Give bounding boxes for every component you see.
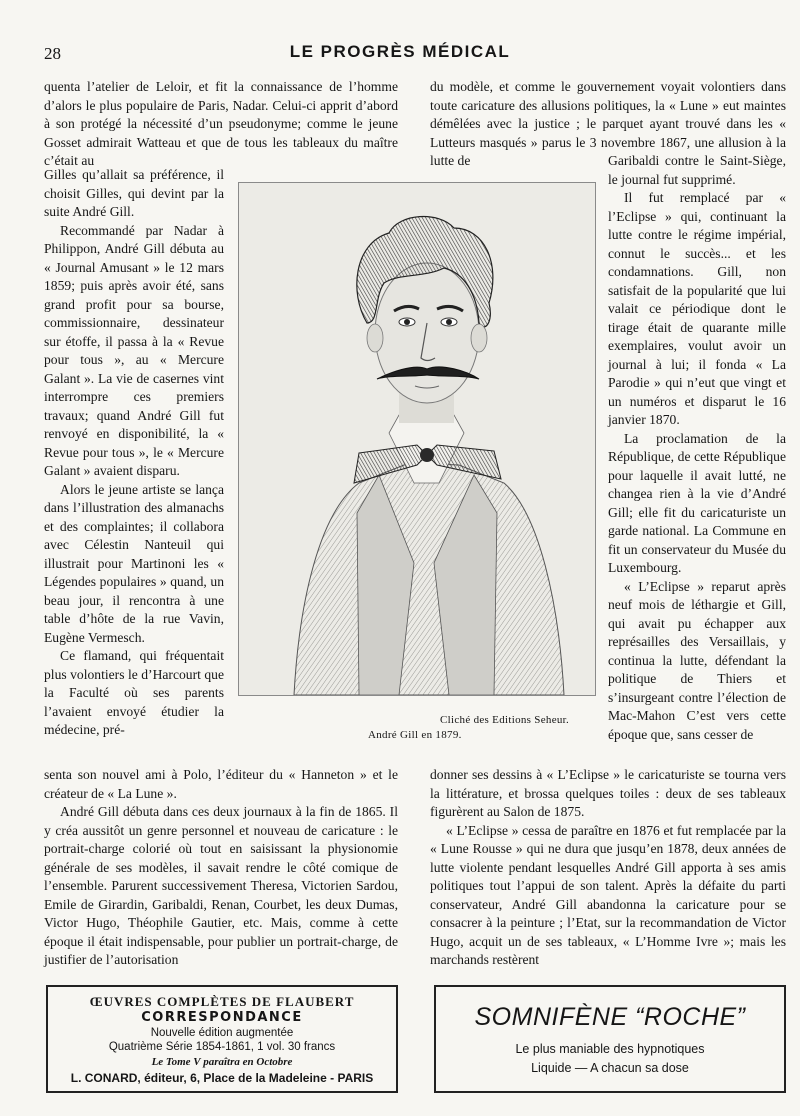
page-number: 28 (44, 44, 61, 63)
portrait-figure (238, 182, 596, 696)
paragraph: Ce flamand, qui fréquentait plus volontiers le d’Harcourt que la Faculté où ses parents l’avaient envoyé étudier la médecine, pré- (44, 648, 224, 737)
ad-title: SOMNIFÈNE “ROCHE” (474, 1003, 746, 1031)
article-column-right-wrap (608, 152, 786, 744)
paragraph: « L’Eclipse » cessa de paraître en 1876 et fut remplacée par la « Lune Rousse » qui ne dura que jusqu’en 1878, deux années de lutte violente pendant lesquelles André Gill apporta à ses amis politiques tout l’appui de son talent. Après la défaite du parti conservateur, André Gill abandonna la caricature pour se consacrer à la peinture ; l’Etat, sur la recommandation de Victor Hugo, acquit un de ses tableaux, « L’Homme Ivre »; mais les marchands restèrent (430, 822, 786, 967)
figure-credit: Cliché des Editions Seheur. (440, 714, 570, 726)
ad-text: Nouvelle édition augmentée (150, 1027, 294, 1039)
paragraph: Il fut remplacé par « l’Eclipse » qui, continuant la lutte contre le régime impérial, connut le succès... et les condamnations. Gill, non satisfait de la popularité que lui valait ce périodique dont le tirage était de quarante mille exemplaires, voulut avoir un journal à lui; il fonda « La Parodie » qui n’eut que vingt et un numéros et disparut le 16 janvier 1870. (608, 190, 786, 427)
figure-caption: André Gill en 1879. (368, 729, 462, 741)
paragraph: Gilles qu’allait sa préférence, il choisit Gilles, qui devint par la suite André Gill. (44, 167, 224, 219)
ad-publisher: L. CONARD, éditeur, 6, Place de la Madeleine - PARIS (70, 1071, 374, 1085)
somnifene-advertisement (434, 985, 786, 1093)
ad-text: Liquide — A chacun sa dose (531, 1061, 689, 1075)
paragraph: quenta l’atelier de Leloir, et fit la connaissance de l’homme d’alors le plus populaire de Paris, Nadar. Celui-ci apprit d’abord à son protégé la nécessité d’un pseudonyme; comme le jeune Gosset admirait Watteau et que de tous les tableaux du maître c’était au (44, 79, 398, 168)
ad-text: Quatrième Série 1854-1861, 1 vol. 30 francs (108, 1041, 336, 1053)
paragraph: « L’Eclipse » reparut après neuf mois de léthargie et Gill, qui avait pu échapper aux représailles des Versaillais, y continua la lutte, défendant la politique de Thiers et s’insurgeant contre l’élection de Mac-Mahon C’est vers cette époque que, sans cesser de (608, 578, 786, 742)
flaubert-advertisement (46, 985, 398, 1093)
paragraph: Garibaldi contre le Saint-Siège, le journal fut supprimé. (608, 153, 786, 187)
paragraph: senta son nouvel ami à Polo, l’éditeur du « Hanneton » et le créateur de « La Lune ». (44, 767, 398, 801)
portrait-engraving (239, 183, 595, 695)
journal-title: LE PROGRÈS MÉDICAL (289, 42, 511, 61)
ad-text: Le Tome V paraîtra en Octobre (151, 1056, 293, 1068)
paragraph: du modèle, et comme le gouvernement voyait volontiers dans toute caricature des allusions politiques, la « Lune » eut maintes démêlées avec la justice ; le parquet ayant trouvé dans les « Lutteurs masqués » parus le 3 novembre 1867, une allusion à la lutte de (430, 79, 786, 168)
paragraph: André Gill débuta dans ces deux journaux à la fin de 1865. Il y créa aussitôt un genre personnel et nouveau de caricature : le portrait-charge colorié où tout en saisissant la physionomie générale de ses modèles, il savait rendre le côté comique de l’ensemble. Parurent successivement Theresa, Victorien Sardou, Emile de Girardin, Garibaldi, Renan, Courbet, les deux Dumas, Victor Hugo, Théophile Gautier, etc. Mais, comme à cette époque il était indispensable, pour publier un portrait-charge, de justifier de l’autorisation (44, 804, 398, 967)
ad-heading: ŒUVRES COMPLÈTES DE FLAUBERT (89, 994, 355, 1009)
article-column-right-bottom (430, 766, 786, 970)
article-column-left-bottom (44, 766, 398, 970)
page-header (0, 38, 800, 68)
paragraph: Recommandé par Nadar à Philippon, André Gill débuta au « Journal Amusant » le 12 mars 1859; puis après avoir été, sans grand profit pour sa bourse, commissionnaire, dessinateur sur étoffe, il passa à la « Revue pour tous », au « Mercure Galant ». La vie de casernes vint interrompre ces premiers travaux; quand André Gill fut renvoyé en disponibilité, la « Revue pour tous », le « Mercure Galant » avaient disparu. (44, 222, 224, 478)
paragraph: donner ses dessins à « L’Eclipse » le caricaturiste se tourna vers la littérature, et brossa quelques toiles : deux de ses tableaux figurèrent au Salon de 1875. (430, 767, 786, 819)
ad-text: Le plus maniable des hypnotiques (515, 1042, 705, 1056)
article-column-left-wrap (44, 166, 224, 740)
paragraph: La proclamation de la République, de cette République pour laquelle il avait lutté, ne changea rien à la vie d’André Gill; elle fit du caricaturiste un garde national. La Commune en fit un conservateur du Musée du Luxembourg. (608, 430, 786, 575)
ad-title: CORRESPONDANCE (141, 1010, 303, 1025)
paragraph: Alors le jeune artiste se lança dans l’illustration des almanachs et des complaintes; il collabora avec Célestin Nanteuil qui illustrait pour Martinoni les « Légendes populaires » quand, un beau jour, il rencontra à une table d’hôte de la rue Vavin, Eugène Vermesch. (44, 481, 224, 645)
article-column-left-top (44, 78, 398, 171)
